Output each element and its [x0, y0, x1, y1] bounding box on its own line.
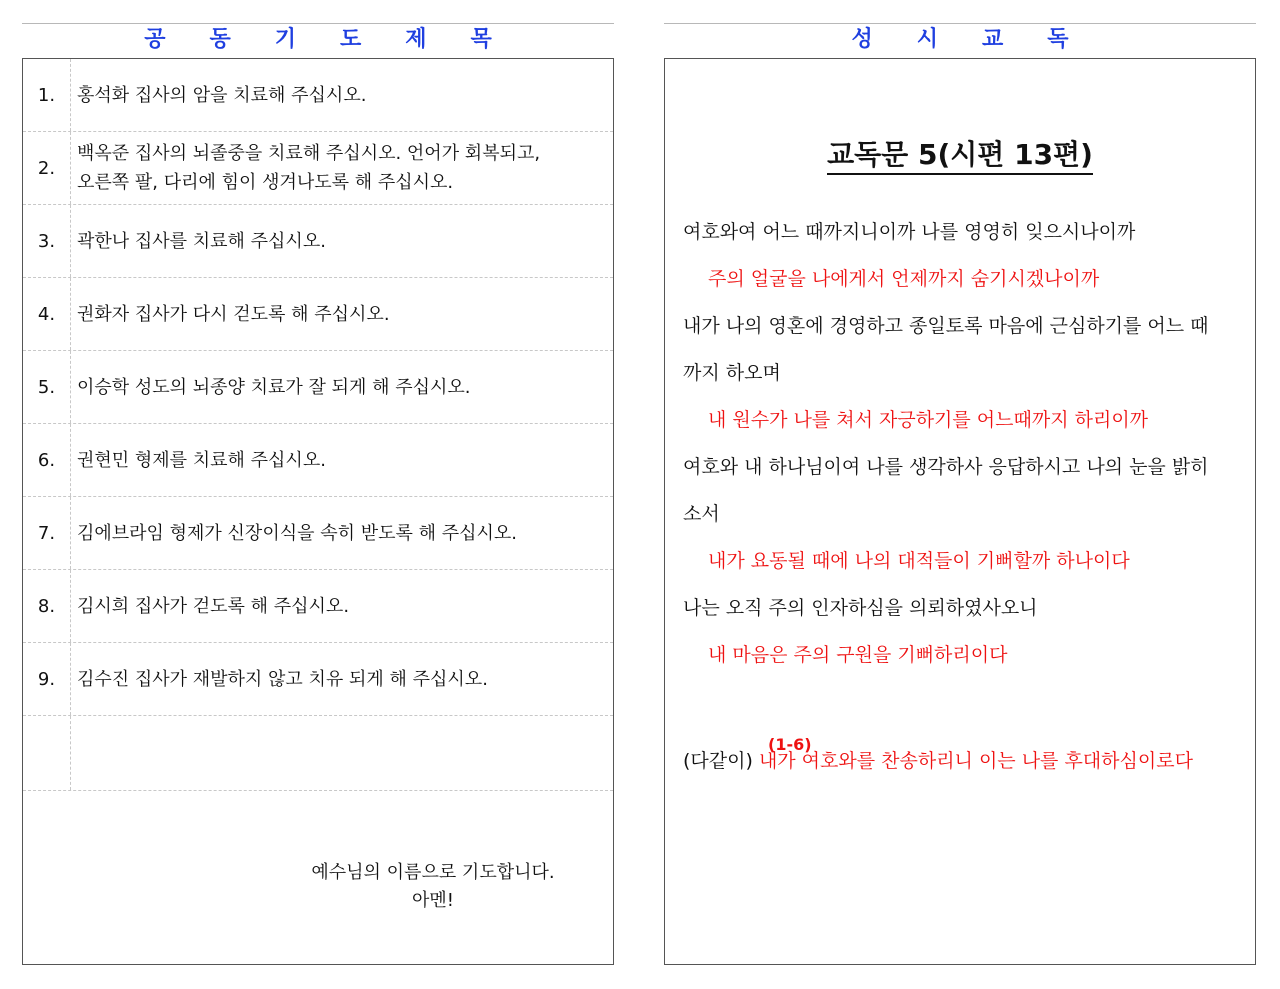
- closing-line-2: 아멘!: [412, 890, 454, 911]
- all-together-text: 내가 여호와를 찬송하리니 이는 나를 후대하심이로다: [758, 750, 1193, 772]
- prayer-text: 김시희 집사가 걷도록 해 주십시오.: [77, 595, 350, 617]
- prayer-number: 3.: [23, 205, 71, 277]
- prayer-topics-panel: [22, 58, 614, 965]
- prayer-text: 권현민 형제를 치료해 주십시오.: [77, 449, 326, 471]
- prayer-text: 김에브라임 형제가 신장이식을 속히 받도록 해 주십시오.: [77, 522, 517, 544]
- right-title-rule: [664, 23, 1256, 24]
- prayer-row: [23, 424, 613, 497]
- prayer-text: 권화자 집사가 다시 걷도록 해 주십시오.: [77, 303, 390, 325]
- left-title-rule: [22, 23, 614, 24]
- closing-prayer: [253, 859, 613, 915]
- prayer-row: [23, 278, 613, 351]
- all-together-label: (다같이): [683, 750, 753, 772]
- prayer-row: [23, 497, 613, 570]
- leader-line: 여호와여 어느 때까지니이까 나를 영영히 잊으시나이까: [683, 221, 1136, 243]
- responsive-reading-panel: [664, 58, 1256, 965]
- all-together-line: [683, 738, 1193, 785]
- scripture-reference: (1-6): [768, 735, 812, 754]
- prayer-list: [23, 59, 613, 791]
- leader-line: 나는 오직 주의 인자하심을 의뢰하였사오니: [683, 597, 1038, 619]
- leader-line: 소서: [683, 503, 720, 525]
- response-line: 내가 요동될 때에 나의 대적들이 기뻐할까 하나이다: [708, 550, 1130, 572]
- prayer-row: [23, 205, 613, 278]
- response-line: 내 원수가 나를 쳐서 자긍하기를 어느때까지 하리이까: [708, 409, 1149, 431]
- prayer-number: 8.: [23, 570, 71, 642]
- prayer-row: [23, 132, 613, 205]
- prayer-row-blank: [23, 716, 613, 791]
- closing-line-1: 예수님의 이름으로 기도합니다.: [311, 862, 555, 883]
- response-line: 주의 얼굴을 나에게서 언제까지 숨기시겠나이까: [708, 268, 1100, 290]
- reading-heading-text: 교독문 5(시편 13편): [827, 138, 1093, 175]
- prayer-text: [77, 716, 605, 790]
- prayer-row: [23, 643, 613, 716]
- reading-heading: [665, 137, 1255, 173]
- prayer-number: 9.: [23, 643, 71, 715]
- prayer-text: 이승학 성도의 뇌종양 치료가 잘 되게 해 주십시오.: [77, 376, 471, 398]
- prayer-number: 1.: [23, 59, 71, 131]
- response-line: 내 마음은 주의 구원을 기뻐하리이다: [708, 644, 1008, 666]
- prayer-row: [23, 351, 613, 424]
- leader-line: 내가 나의 영혼에 경영하고 종일토록 마음에 근심하기를 어느 때: [683, 315, 1209, 337]
- prayer-text: 홍석화 집사의 암을 치료해 주십시오.: [77, 84, 367, 106]
- prayer-row: [23, 59, 613, 132]
- prayer-number: 7.: [23, 497, 71, 569]
- prayer-text: 김수진 집사가 재발하지 않고 치유 되게 해 주십시오.: [77, 668, 488, 690]
- leader-line: 여호와 내 하나님이여 나를 생각하사 응답하시고 나의 눈을 밝히: [683, 456, 1209, 478]
- prayer-number: 6.: [23, 424, 71, 496]
- prayer-number: [23, 716, 71, 790]
- prayer-text: 곽한나 집사를 치료해 주십시오.: [77, 230, 326, 252]
- prayer-topics-title: 공동기도제목: [144, 27, 536, 52]
- prayer-number: 2.: [23, 132, 71, 204]
- prayer-text: 백옥준 집사의 뇌졸중을 치료해 주십시오. 언어가 회복되고, 오른쪽 팔, 다리에 힘이 생겨나도록 해 주십시오.: [77, 143, 541, 193]
- reading-lines: [683, 209, 1253, 679]
- prayer-number: 4.: [23, 278, 71, 350]
- prayer-row: [23, 570, 613, 643]
- prayer-number: 5.: [23, 351, 71, 423]
- responsive-reading-title: 성시교독: [851, 27, 1113, 52]
- leader-line: 까지 하오며: [683, 362, 781, 384]
